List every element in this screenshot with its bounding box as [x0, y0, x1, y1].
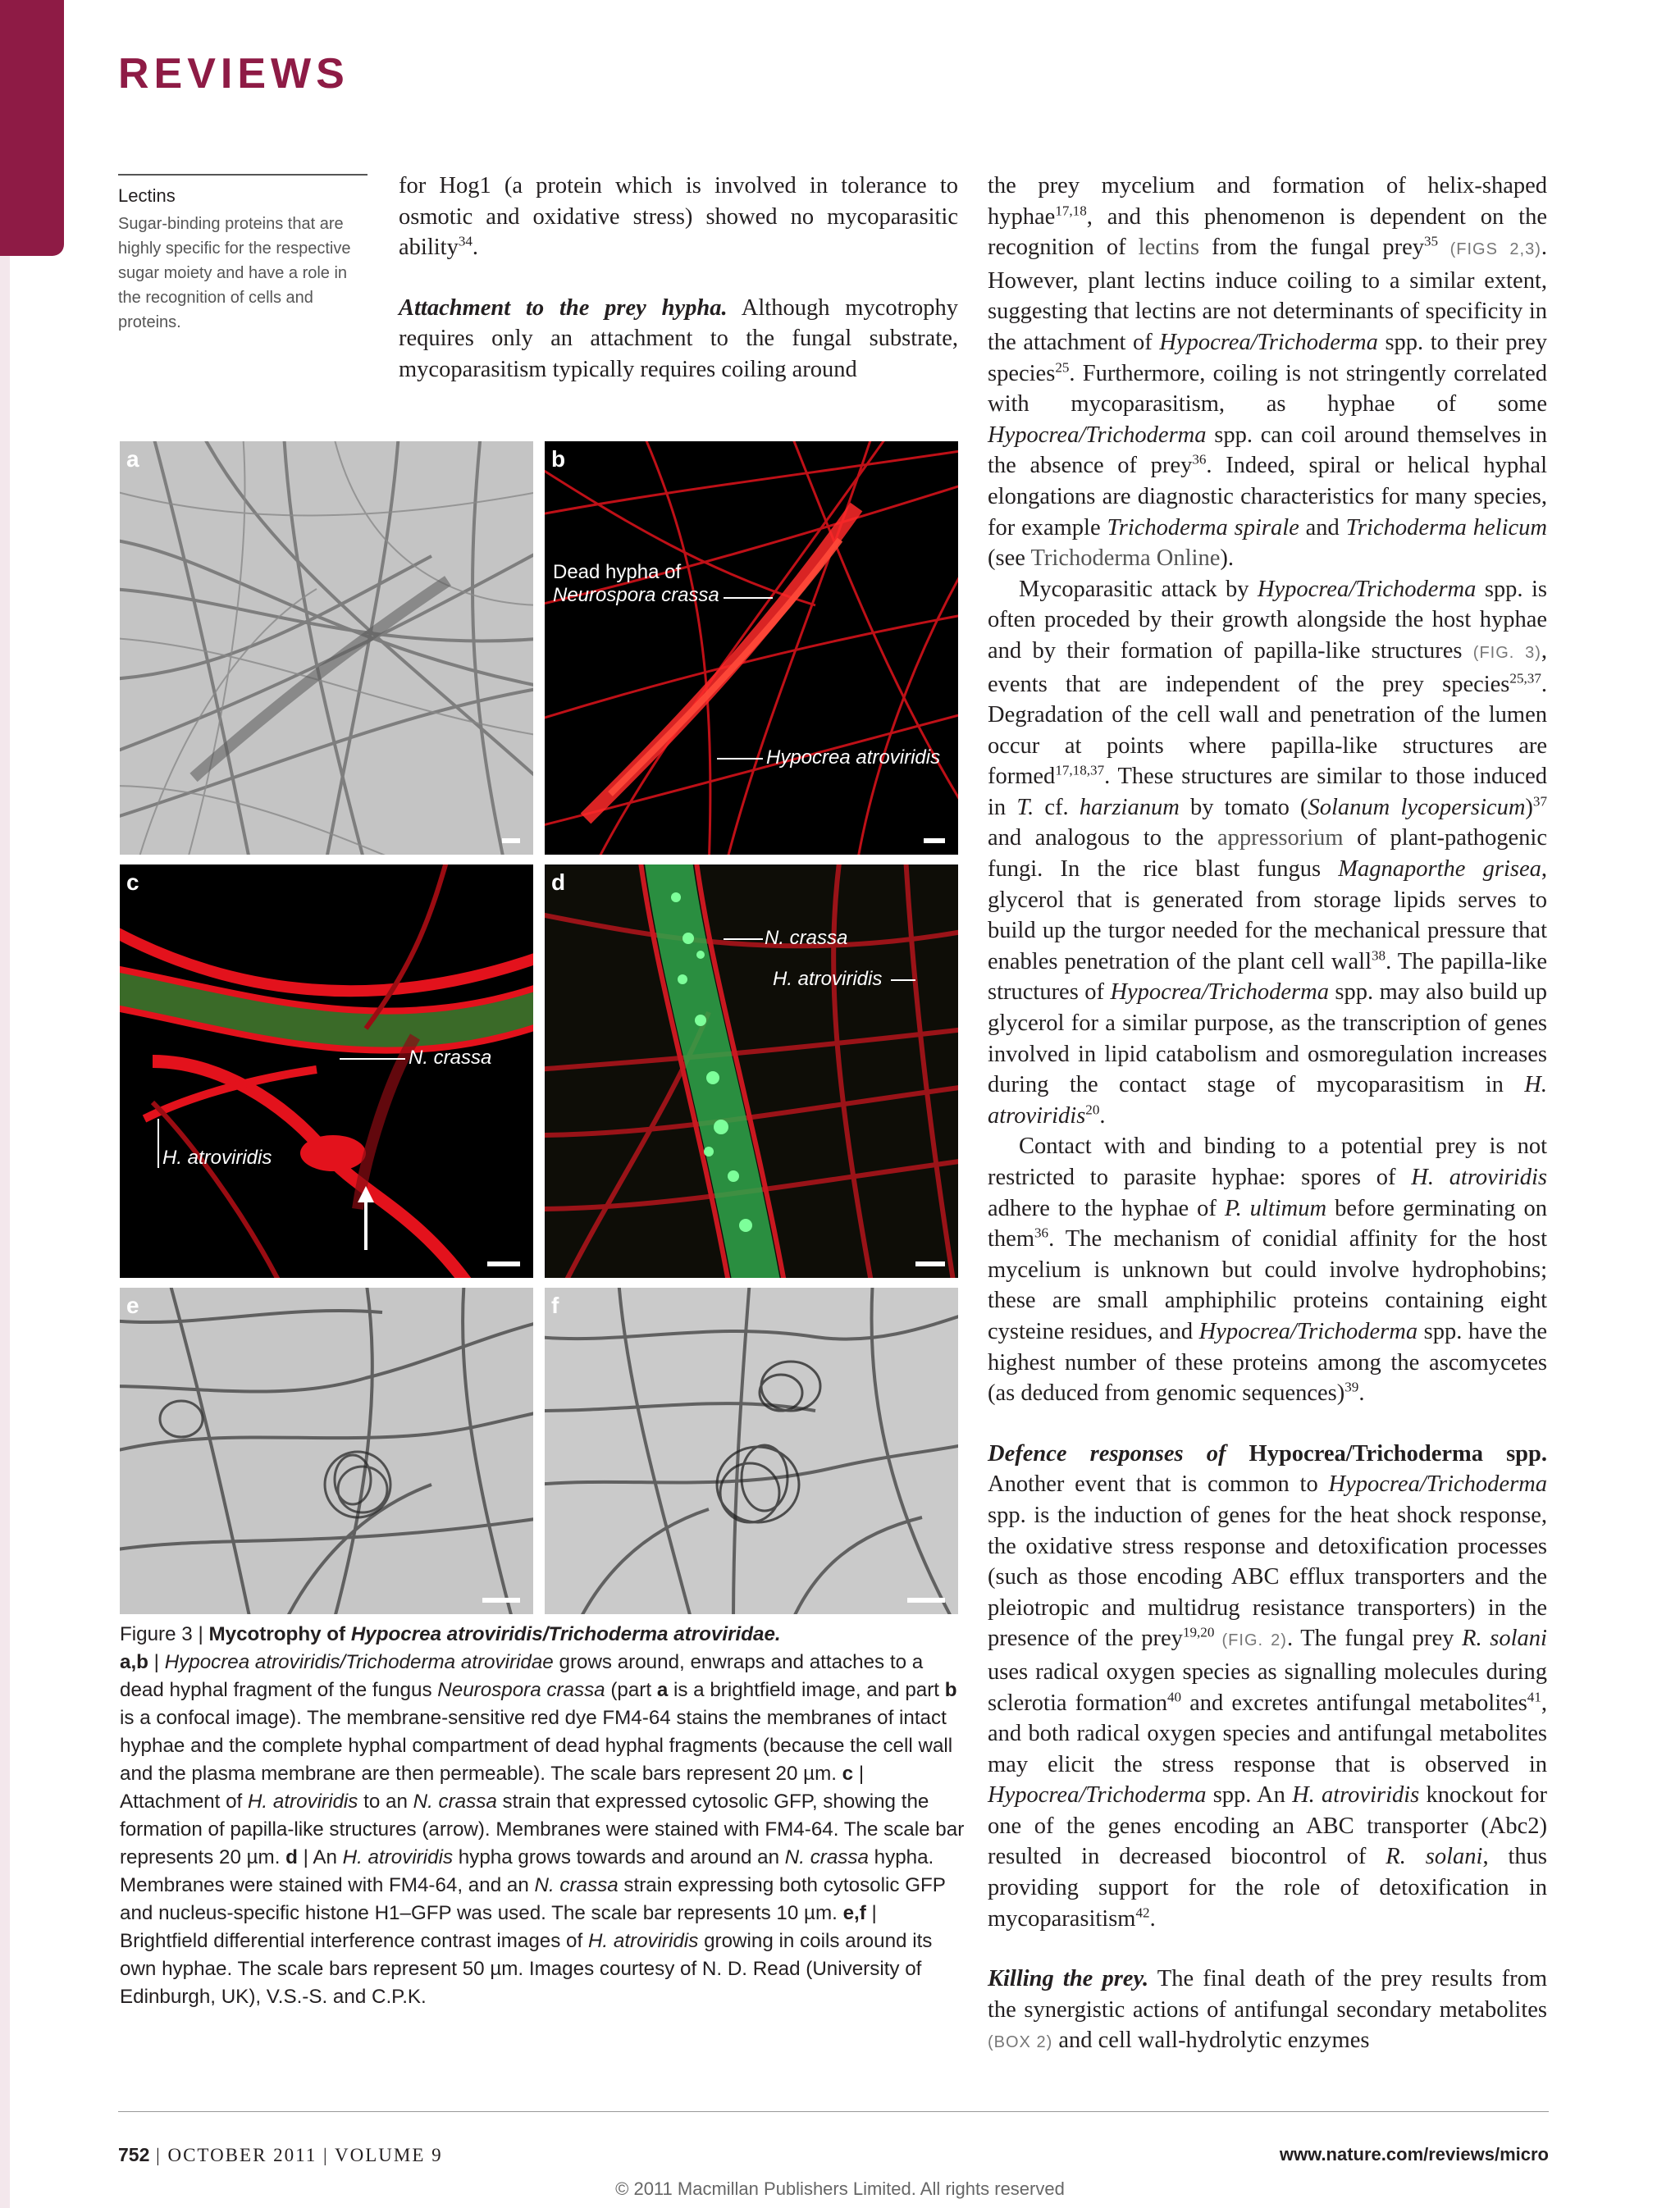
text: and — [1299, 514, 1346, 541]
figure-panel-c — [120, 864, 533, 1278]
text: | An — [297, 1846, 343, 1868]
italic-text: R. solani — [1386, 1844, 1483, 1870]
text: Mycoparasitic attack by — [1019, 576, 1258, 602]
citation: 17,18 — [1055, 203, 1087, 219]
italic-text: Hypocrea/Trichoderma — [1257, 576, 1477, 602]
text: spp. may also build up glycerol for a similar purpose, as the transcription of genes involved in lipid catabolism and osmoregulation increases during the contact stage of mycoparasitism in — [988, 979, 1547, 1098]
italic-text: Hypocrea/Trichoderma — [1198, 1318, 1418, 1344]
glossary-term: Lectins — [118, 185, 176, 206]
panel-label: b — [551, 446, 566, 472]
glossary-box — [118, 174, 368, 335]
text: and analogous to the — [988, 825, 1218, 851]
italic-text: Trichoderma helicum — [1345, 514, 1547, 541]
text: strain expressing both cytosolic GFP and nucleus-specific histone H1–GFP was used. The scale bar represents 10 µm. — [120, 1874, 946, 1924]
text: | Brightfield differential interference contrast images of — [120, 1902, 877, 1952]
text: spp. have the highest number of these proteins among the ascomycetes (as deduced from genomic sequences) — [988, 1318, 1547, 1407]
citation: 42 — [1135, 1905, 1150, 1921]
italic-text: H. atroviridis — [988, 1072, 1547, 1129]
italic-text: harzianum — [1079, 794, 1180, 820]
citation: 34 — [458, 233, 472, 249]
middle-column-text — [399, 171, 958, 385]
italic-text: Hypocrea/Trichoderma — [1328, 1471, 1547, 1498]
text: spp. is the induction of genes for the heat shock response, the oxidative stress response and detoxification processes (such as those encoding ABC efflux transporters and the pleiotropic and multidrug resistance transporters) in the presence of the prey — [988, 1502, 1547, 1652]
text: , and this phenomenon is dependent on the recognition of — [988, 203, 1547, 261]
citation: 41 — [1527, 1689, 1541, 1704]
section-tab — [0, 0, 64, 256]
paragraph — [988, 171, 1547, 574]
text: and cell wall-hydrolytic enzymes — [1052, 2028, 1370, 2054]
italic-text: P. ultimum — [1224, 1195, 1327, 1221]
text: . — [472, 235, 479, 261]
text: | — [148, 1651, 165, 1673]
text: , and both radical oxygen species and antifungal metabolites may elicit the stress response that is observed in — [988, 1690, 1547, 1777]
text: to an — [358, 1791, 413, 1813]
text: . Furthermore, coiling is not stringently correlated with mycoparasitism, as hyphae of some — [988, 360, 1547, 417]
text: is a confocal image). The membrane-sensitive red dye FM4-64 stains the membranes of intact hyphae and the complete hyphal compartment of dead hyphal fragments (because the cell wall and the plasma membrane are then permeable). The scale bars represent 20 µm. — [120, 1707, 953, 1785]
text: Hypocrea atroviridis/Trichoderma atroviridae — [164, 1651, 554, 1673]
figure-panel-f — [545, 1288, 958, 1614]
citation: 25,37 — [1509, 670, 1541, 686]
citation: 36 — [1192, 451, 1207, 468]
text: is a brightfield image, and part — [668, 1679, 945, 1701]
brightfield-image — [120, 1288, 533, 1614]
text: . These structures are similar to those induced in — [988, 764, 1547, 820]
text: ) — [1525, 794, 1533, 820]
caption-part-label: a,b — [120, 1651, 148, 1673]
text: The final death of the prey results from the synergistic actions of antifungal secondary metabolites — [988, 1966, 1547, 2023]
text: (see — [988, 545, 1031, 572]
scale-bar — [924, 838, 945, 843]
italic-text: Trichoderma spirale — [1107, 514, 1299, 541]
panel-label: d — [551, 869, 566, 895]
italic-text: Hypocrea/Trichoderma — [988, 1782, 1207, 1809]
figure-caption — [120, 1621, 965, 2011]
scale-bar — [482, 1598, 520, 1603]
run-in-heading: Killing the prey. — [988, 1966, 1149, 1992]
paragraph — [988, 1439, 1547, 1935]
confocal-image — [545, 864, 958, 1278]
citation: 25 — [1055, 359, 1070, 376]
text: | Attachment of — [120, 1763, 865, 1813]
text: N. crassa — [784, 1846, 869, 1868]
caption-part-label: d — [285, 1846, 298, 1868]
text: Neurospora crassa — [437, 1679, 605, 1701]
text: , thus providing support for the role of detoxification in mycoparasitism — [988, 1844, 1548, 1932]
leader-line — [717, 758, 763, 760]
annotation-n-crassa: N. crassa — [409, 1047, 492, 1069]
annotation-text: Neurospora crassa — [553, 584, 719, 606]
text: strain that expressed cytosolic GFP, showing the formation of papilla-like structures (arrow). Membranes were stained with FM4-64. The scale bar represents 20 µm. — [120, 1791, 965, 1868]
panel-label: c — [126, 869, 139, 895]
text: . Indeed, spiral or helical hyphal elongations are diagnostic characteristics for many species, for example — [988, 453, 1548, 541]
leader-line — [891, 979, 915, 981]
right-column-text — [988, 171, 1547, 2059]
caption-part-label: e,f — [842, 1902, 866, 1924]
brightfield-image — [545, 1288, 958, 1614]
text: , events that are independent of the prey species — [988, 637, 1547, 697]
paragraph — [988, 1964, 1547, 2059]
glossary-definition: Sugar-binding proteins that are highly specific for the respective sugar moiety and have a role in the recognition of cells and proteins. — [118, 215, 351, 331]
text: . — [1099, 1102, 1106, 1129]
text: before germinating on them — [988, 1195, 1548, 1252]
caption-label: Figure 3 | — [120, 1623, 209, 1645]
figure-panel-d — [545, 864, 958, 1278]
text: the prey mycelium and formation of helix-shaped hyphae — [988, 173, 1547, 230]
figure-panel-e — [120, 1288, 533, 1614]
citation: 19,20 — [1182, 1624, 1215, 1640]
annotation-n-crassa: N. crassa — [765, 927, 848, 949]
paragraph — [988, 574, 1547, 1132]
annotation-dead-hypha — [553, 561, 719, 607]
italic-text: Hypocrea/Trichoderma — [1110, 979, 1329, 1006]
citation: 39 — [1344, 1379, 1359, 1395]
text: grows around, enwraps and attaches to a dead hyphal fragment of the fungus — [120, 1651, 924, 1701]
text: Another event that is common to — [988, 1471, 1329, 1498]
panel-label: e — [126, 1293, 139, 1318]
text: hypha. Membranes were stained with FM4-64, and an — [120, 1846, 934, 1896]
figure-reference[interactable]: (FIG. 3) — [1472, 643, 1541, 662]
italic-text: Hypocrea/Trichoderma — [988, 422, 1207, 448]
text: H. atroviridis — [247, 1791, 358, 1813]
italic-text: Hypocrea/Trichoderma — [1159, 329, 1378, 355]
copyright: © 2011 Macmillan Publishers Limited. All rights reserved — [615, 2178, 1065, 2199]
text: . The papilla-like structures of — [988, 948, 1547, 1006]
text: , glycerol that is generated from storage lipids serves to build up the turgor needed for the mechanical pressure that enables penetration of the plant cell wall — [988, 856, 1547, 974]
figure-reference[interactable]: (BOX 2) — [988, 2033, 1053, 2052]
text: cf. — [1034, 794, 1080, 820]
italic-text: R. solani — [1462, 1626, 1547, 1652]
citation: 20 — [1085, 1102, 1100, 1118]
figure-panel-a — [120, 441, 533, 855]
text: hypha grows towards and around an — [453, 1846, 785, 1868]
caption-part-label: c — [842, 1763, 854, 1785]
text: (part — [605, 1679, 657, 1701]
paragraph — [988, 1131, 1547, 1408]
text: spp. can coil around themselves in the absence of prey — [988, 422, 1547, 479]
figure-reference[interactable]: (FIGS 2,3) — [1438, 240, 1541, 259]
text: ). — [1220, 545, 1234, 572]
text: H. atroviridis — [342, 1846, 454, 1868]
journal-url: www.nature.com/reviews/micro — [1279, 2144, 1549, 2165]
text: for Hog1 (a protein which is involved in tolerance to osmotic and oxidative stress) showed no mycoparasitic ability — [399, 173, 958, 261]
caption-title: Hypocrea atroviridis/Trichoderma atroviridae. — [350, 1623, 781, 1645]
text: spp. to their prey species — [988, 329, 1547, 386]
text: . The fungal prey — [1286, 1626, 1463, 1652]
text: of plant-pathogenic fungi. In the rice blast fungus — [988, 825, 1547, 883]
annotation-text: Dead hypha of — [553, 561, 682, 583]
italic-text: H. atroviridis — [1411, 1165, 1548, 1190]
glossary-link[interactable]: lectins — [1138, 235, 1200, 261]
paragraph — [399, 293, 958, 385]
scale-bar — [915, 1261, 945, 1266]
figure-reference[interactable]: (FIG. 2) — [1214, 1631, 1287, 1650]
run-in-heading: Attachment to the prey hypha. — [399, 294, 728, 321]
leader-line — [158, 1119, 159, 1168]
leader-line — [724, 597, 773, 599]
italic-text: H. atroviridis — [1292, 1782, 1420, 1809]
annotation-h-atroviridis: H. atroviridis — [162, 1147, 272, 1169]
citation: 35 — [1424, 233, 1439, 249]
text: b — [944, 1679, 957, 1701]
text: . The mechanism of conidial affinity for the host mycelium is unknown but could involve hydrophobins; these are small amphiphilic proteins containing eight cysteine residues, and — [988, 1226, 1547, 1344]
text: N. crassa — [413, 1791, 497, 1813]
text: adhere to the hyphae of — [988, 1195, 1225, 1221]
citation: 17,18,37 — [1055, 762, 1105, 778]
annotation-h-atroviridis: H. atroviridis — [773, 968, 883, 990]
text: a — [656, 1679, 669, 1701]
text: Contact with and binding to a potential prey is not restricted to parasite hyphae: spores of — [988, 1134, 1547, 1190]
italic-text: Solanum lycopersicum — [1308, 794, 1526, 820]
footer-rule — [118, 2111, 1549, 2112]
issue-info: | OCTOBER 2011 | VOLUME 9 — [149, 2145, 443, 2165]
text: . — [1149, 1905, 1156, 1932]
run-in-heading: Hypocrea/Trichoderma spp. — [1249, 1440, 1548, 1467]
text: spp. An — [1206, 1782, 1293, 1809]
footer-issue — [118, 2144, 443, 2166]
scale-bar — [502, 838, 520, 843]
citation: 36 — [1034, 1225, 1049, 1241]
italic-text: Magnaporthe grisea — [1338, 856, 1541, 883]
leader-line — [724, 938, 763, 940]
figure-panel-b — [545, 441, 958, 855]
scale-bar — [487, 1261, 520, 1266]
panel-label: a — [126, 446, 139, 472]
annotation-hypocrea: Hypocrea atroviridis — [766, 746, 941, 769]
text: spp. is often proceded by their growth alongside the host hyphae and by their formation of papilla-like structures — [988, 576, 1547, 664]
text: . However, plant lectins induce coiling to a similar extent, suggesting that lectins are not determinants of specificity in the attachment of — [988, 235, 1547, 355]
text: . Degradation of the cell wall and penetration of the lumen occur at points where papilla-like structures are formed — [988, 671, 1547, 790]
text: growing in coils around its own hyphae. The scale bars represent 50 µm. Images courtesy of N. D. Read (University of Edinburgh, UK), V.S.-S. and C.P.K. — [120, 1930, 933, 2008]
citation: 38 — [1372, 947, 1386, 964]
text: by tomato ( — [1179, 794, 1308, 820]
caption-title: Mycotrophy of — [208, 1623, 351, 1645]
scale-bar — [907, 1598, 945, 1603]
italic-text: T. — [1016, 794, 1034, 820]
run-in-heading: Defence responses of — [988, 1440, 1249, 1467]
confocal-image — [120, 864, 533, 1278]
text: uses radical oxygen species as signalling molecules during sclerotia formation — [988, 1658, 1547, 1716]
brightfield-image — [120, 441, 533, 855]
text: knockout for one of the genes encoding an ABC transporter (Abc2) resulted in decreased biocontrol of — [988, 1782, 1547, 1870]
text: from the fungal prey — [1199, 235, 1424, 261]
glossary-link[interactable]: Trichoderma Online — [1030, 545, 1221, 572]
text: Although mycotrophy requires only an attachment to the fungal substrate, mycoparasitism typically requires coiling around — [399, 294, 958, 382]
text: N. crassa — [534, 1874, 619, 1896]
paragraph — [399, 171, 958, 263]
text: . — [1358, 1380, 1365, 1407]
page-number: 752 — [118, 2144, 150, 2165]
text: and excretes antifungal metabolites — [1181, 1690, 1527, 1716]
confocal-image — [545, 441, 958, 855]
section-label: REVIEWS — [118, 50, 349, 98]
text: H. atroviridis — [587, 1930, 699, 1952]
margin-strip — [0, 0, 10, 2208]
citation: 37 — [1532, 793, 1547, 810]
leader-line — [340, 1058, 405, 1060]
glossary-link[interactable]: appressorium — [1217, 825, 1344, 851]
citation: 40 — [1167, 1689, 1182, 1704]
panel-label: f — [551, 1293, 559, 1318]
